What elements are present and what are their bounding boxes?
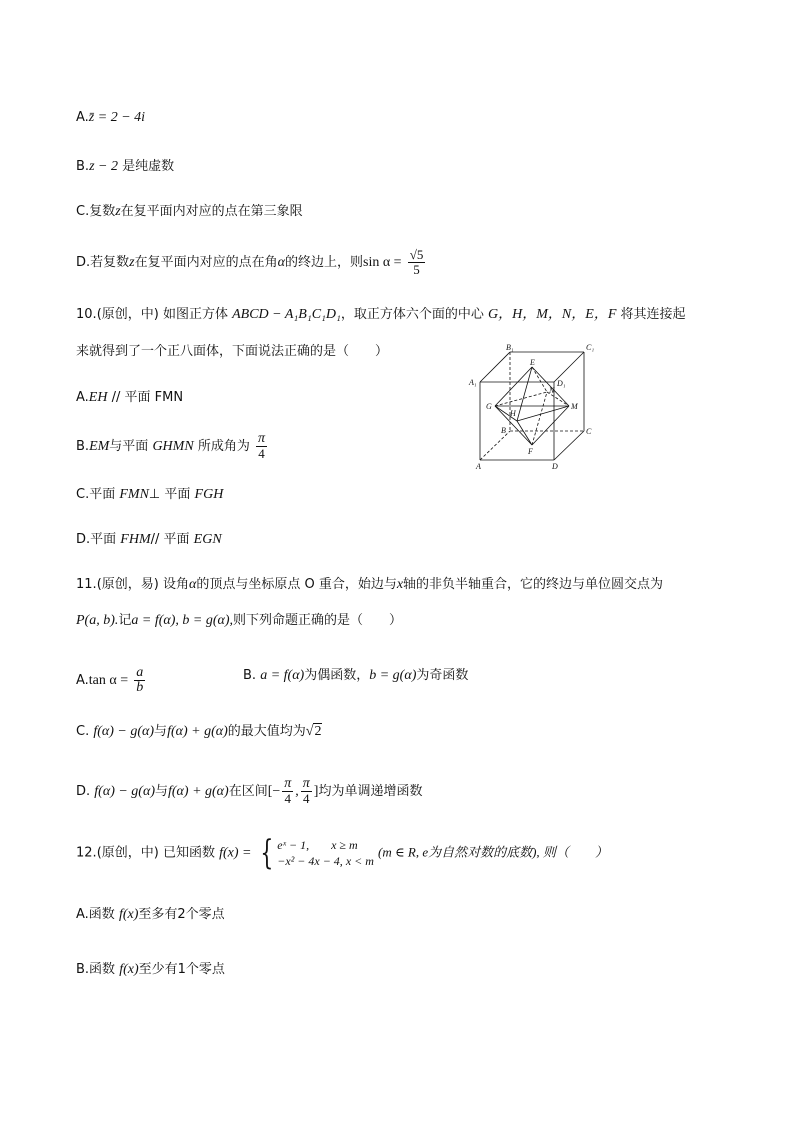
- q11-option-a: A.tan α = $\frac{a}{b}$: [76, 665, 144, 695]
- piecewise-cases: eˣ − 1, x ≥ m −x² − 4x − 4, x < m: [277, 838, 374, 868]
- label-f: F: [528, 447, 533, 456]
- pi-over-4-fraction: $\frac{\pi}{4}$: [257, 431, 265, 461]
- q9-option-c: C.复数z在复平面内对应的点在第三象限: [76, 204, 303, 219]
- q11-option-c: C. f(α) − g(α)与f(α) + g(α)的最大值均为√2: [76, 724, 322, 739]
- interval-left-fraction: $\frac{\pi}{4}$: [284, 776, 292, 806]
- q10-option-a: A.EH // 平面 FMN: [76, 390, 184, 405]
- q10-option-c: C.平面 FMN⊥ 平面 FGH: [76, 487, 224, 502]
- q11-stem-line1: 11.(原创，易) 设角α的顶点与坐标原点 O 重合，始边与x轴的非负半轴重合，它的终边与单位圆交点为: [76, 577, 664, 592]
- left-brace: {: [259, 833, 273, 873]
- q11-option-d: D. f(α) − g(α)与f(α) + g(α)在区间[− $\frac{\pi}{4}$ , $\frac{\pi}{4}$ ]均为单调递增函数: [76, 776, 423, 806]
- q10-option-d: D.平面 FHM// 平面 EGN: [76, 532, 222, 547]
- q11-option-b: B. a = f(α)为偶函数，b = g(α)为奇函数: [243, 668, 469, 683]
- q12-stem: 12.(原创，中) 已知函数 f(x) = { eˣ − 1, x ≥ m −x² − 4x − 4, x < m (m ∈ R, e为自然对数的底数), 则（ ）: [76, 833, 608, 873]
- q9-option-b: B.z − 2 是纯虚数: [76, 159, 175, 174]
- q11-stem-line2: P(a, b).记a = f(α), b = g(α),则下列命题正确的是（ ）: [76, 613, 403, 628]
- interval-right-fraction: $\frac{\pi}{4}$: [302, 776, 310, 806]
- q9-option-d: D.若复数z在复平面内对应的点在角α的终边上，则sin α = $\frac{√5}{5}$: [76, 247, 424, 277]
- label-e: E: [530, 358, 535, 367]
- label-c1: C₁: [586, 343, 595, 352]
- label-g: G: [486, 402, 492, 411]
- label-a1: A₁: [469, 378, 477, 387]
- q12-option-b: B.函数 f(x)至少有1个零点: [76, 962, 225, 977]
- label-n: N: [549, 386, 555, 395]
- q9-option-a-expr: z̄ = 2 − 4i: [88, 110, 146, 125]
- q10-stem-line2: 来就得到了一个正八面体，下面说法正确的是（ ）: [76, 344, 389, 359]
- label-d: D: [552, 462, 558, 471]
- cube-octahedron-figure: [466, 343, 606, 471]
- a-over-b-fraction: $\frac{a}{b}$: [136, 665, 144, 695]
- label-b1: B₁: [506, 343, 514, 352]
- label-a: A: [476, 462, 481, 471]
- sqrt5-over-5-fraction: $\frac{√5}{5}$: [409, 247, 424, 277]
- label-b: B: [501, 426, 506, 435]
- label-h: H: [510, 409, 516, 418]
- label-m: M: [571, 402, 578, 411]
- q9-option-a: A.z̄ = 2 − 4i: [76, 110, 146, 125]
- q10-stem-line1: 10.(原创，中) 如图正方体 ABCD − A₁B₁C₁D₁，取正方体六个面的中心 G，H，M，N，E，F 将其连接起: [76, 307, 686, 322]
- sqrt2: √2: [305, 724, 322, 739]
- label-d1: D₁: [557, 379, 566, 388]
- q12-option-a: A.函数 f(x)至多有2个零点: [76, 907, 225, 922]
- label-c: C: [586, 427, 592, 436]
- q10-option-b: B.EM与平面 GHMN 所成角为 $\frac{\pi}{4}$: [76, 431, 265, 461]
